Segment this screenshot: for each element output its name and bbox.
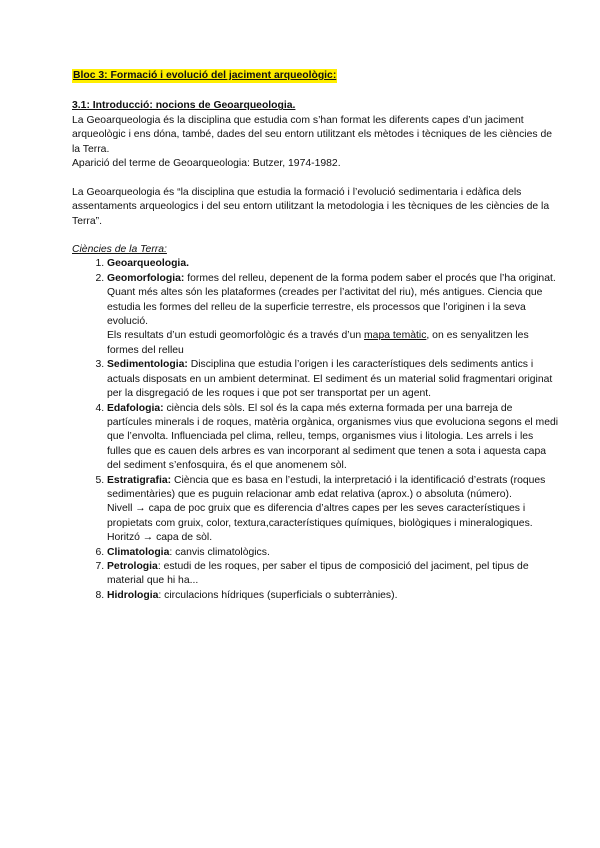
nivell-line: Nivell → capa de poc gruix que es diferencia d’altres capes per les seves característiques i propietats com gruix, color, textura,característiques químiques, biològiques i mineralogiques. [107,503,533,529]
extra-before: Els resultats d’un estudi geomorfològic és a través d’un [107,330,365,342]
bloc-title-line [72,69,560,83]
list-item-estratigrafia [107,474,560,546]
list-item-geoarqueologia [107,257,560,271]
intro-paragraph: La Geoarqueologia és la disciplina que estudia com s’han format les diferents capes d’un jaciment arqueològic i ens dóna, també, dades del seu entorn utilitzant els mètodes i tècniques de les ciències de la Terra. [72,114,552,155]
list-item-sedimentologia [107,358,560,401]
ciencies-title: Ciències de la Terra: [72,244,167,256]
list-item-petrologia [107,560,560,589]
term: Climatologia [107,546,170,558]
definition-paragraph: La Geoarqueologia és “la disciplina que estudia la formació i l’evolució sedimentaria i edàfica dels assentaments arqueologics i del seu entorn utilitzant la metodologia i les tècniques de les ciències de la Terra”. [72,186,550,227]
list-item-geomorfologia [107,272,560,358]
aparicio-line: Aparició del terme de Geoarqueologia: Butzer, 1974-1982. [72,158,341,170]
ciencies-list [72,257,560,603]
definition: formes del relleu, depenent de la forma podem saber el procés que l’ha originat. Quant més altes són les plataformes (creades per l’activitat del riu), més antigues. Ciencia que estudia les formes del relleu de la superficie terrestre, els processos que l’originen i la seva evolució. [107,272,556,328]
definition: Ciència que es basa en l’estudi, la interpretació i la identificació d’estrats (roques sedimentàries) que es puguin relacionar amb edat relativa (aprox.) o absoluta (número). [107,474,546,500]
term: Sedimentologia: [107,359,188,371]
spacer [72,171,560,185]
term: Estratigrafia: [107,474,172,486]
definition: ciència dels sòls. El sol és la capa més externa formada per una barreja de partícules minerals i de roques, matèria orgànica, organismes vius que evoluciona segons el medi que l’envolta. Influenciada pel clima, relleu, temps, organismes vius i litologia. Les arrels i les fulles que es cauen dels arbres es van incorporant al sediment que tenen a sota i aquesta capa del sediment s’enfosquira, és el que anomenem sòl. [107,402,559,472]
extra-after: , on es senyalitzen les formes del relleu [107,330,529,356]
horitzo-line: Horitzó → capa de sòl. [107,532,213,544]
term: Geoarqueologia. [107,258,189,270]
definition: : estudi de les roques, per saber el tipus de composició del jaciment, pel tipus de material que hi ha... [107,560,529,587]
list-item-hidrologia [107,589,560,603]
term: Geomorfologia: [107,272,185,284]
list-item-edafologia [107,402,560,474]
mapa-tematic-link: mapa temàtic [364,330,427,342]
term: Hidrologia [107,589,159,601]
section-title: 3.1: Introducció: nocions de Geoarqueologia. [72,100,296,112]
term: Petrologia [107,560,158,572]
definition: Disciplina que estudia l’origen i les característiques dels sediments antics i actuals disposats en un ambient determinat. El sediment és un material solid fragmentari originat per la disgregació de les roques i que pot ser transportat per un agent. [107,359,553,400]
bloc-title: Bloc 3: Formació i evolució del jaciment arqueològic: [72,69,337,83]
definition: : circulacions hídriques (superficials o subterrànies). [158,589,398,601]
list-item-climatologia [107,546,560,560]
definition: : canvis climatològics. [169,546,270,558]
term: Edafologia: [107,402,164,414]
